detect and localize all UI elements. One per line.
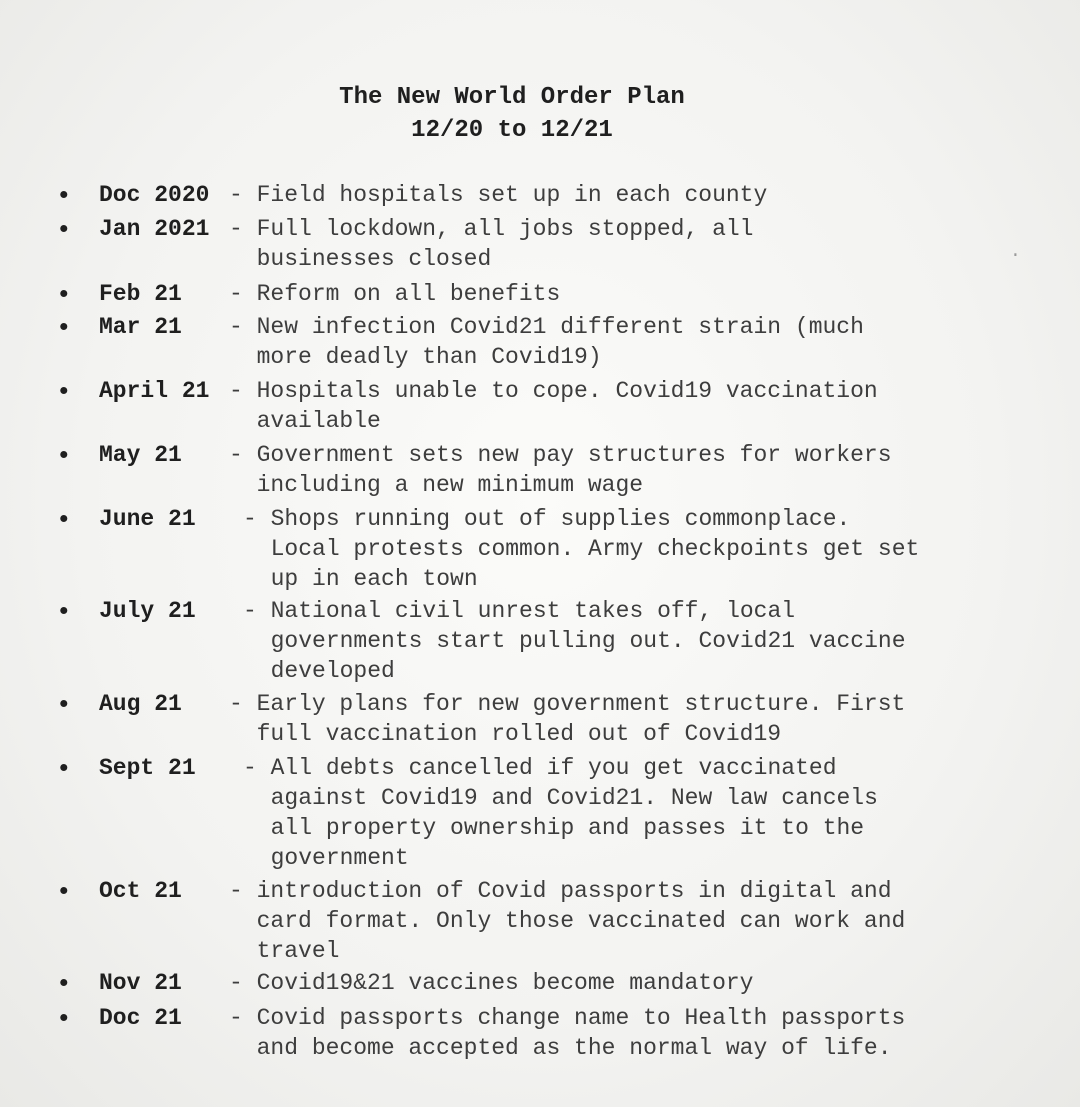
timeline-entry	[0, 180, 1080, 210]
bullet-icon: •	[56, 505, 72, 535]
bullet-icon: •	[56, 754, 72, 784]
timeline-entry	[0, 312, 1080, 372]
entry-date: July 21	[99, 598, 196, 624]
entry-description-line: - New infection Covid21 different strain (much	[229, 314, 864, 340]
entry-description-line: travel	[229, 938, 340, 964]
bullet-icon: •	[56, 1004, 72, 1034]
stray-scan-mark: ·	[1010, 246, 1021, 266]
entry-description-line: - National civil unrest takes off, local	[243, 598, 796, 624]
entry-description-line: Local protests common. Army checkpoints get set	[243, 536, 920, 562]
entry-description-line: governments start pulling out. Covid21 vaccine	[243, 628, 906, 654]
entry-description-line: - Covid passports change name to Health passports	[229, 1005, 906, 1031]
entry-description-line: all property ownership and passes it to the	[243, 815, 865, 841]
bullet-icon: •	[56, 377, 72, 407]
entry-description-line: - Reform on all benefits	[229, 281, 561, 307]
entry-description-line: against Covid19 and Covid21. New law cancels	[243, 785, 878, 811]
entry-description-line: government	[243, 845, 409, 871]
entry-description-line: more deadly than Covid19)	[229, 344, 602, 370]
entry-date: Sept 21	[99, 755, 196, 781]
entry-date: Doc 2020	[99, 182, 210, 208]
bullet-icon: •	[56, 969, 72, 999]
entry-description-line: - Shops running out of supplies commonplace.	[243, 506, 851, 532]
bullet-icon: •	[56, 280, 72, 310]
entry-description-line: including a new minimum wage	[229, 472, 644, 498]
bullet-icon: •	[56, 215, 72, 245]
entry-date: Nov 21	[99, 970, 182, 996]
timeline-entry	[0, 876, 1080, 966]
entry-date: June 21	[99, 506, 196, 532]
timeline-entry	[0, 753, 1080, 873]
entry-date: Doc 21	[99, 1005, 182, 1031]
timeline-entry	[0, 689, 1080, 749]
entry-description-line: full vaccination rolled out of Covid19	[229, 721, 782, 747]
timeline-entry	[0, 214, 1080, 274]
bullet-icon: •	[56, 690, 72, 720]
document-title-block	[0, 81, 1024, 147]
entry-description-line: - Hospitals unable to cope. Covid19 vaccination	[229, 378, 878, 404]
timeline-entry	[0, 440, 1080, 500]
bullet-icon: •	[56, 877, 72, 907]
entry-description-line: - Early plans for new government structure. First	[229, 691, 906, 717]
entry-description-line: and become accepted as the normal way of life.	[229, 1035, 892, 1061]
entry-description-line: businesses closed	[229, 246, 492, 272]
entry-description-line: - Full lockdown, all jobs stopped, all	[229, 216, 754, 242]
entry-date: May 21	[99, 442, 182, 468]
entry-date: Oct 21	[99, 878, 182, 904]
entry-description-line: up in each town	[243, 566, 478, 592]
timeline-entry	[0, 968, 1080, 998]
timeline-entry	[0, 1003, 1080, 1063]
entry-description-line: - Covid19&21 vaccines become mandatory	[229, 970, 754, 996]
entry-description-line: - All debts cancelled if you get vaccinated	[243, 755, 837, 781]
entry-description-line: card format. Only those vaccinated can work and	[229, 908, 906, 934]
entry-date: April 21	[99, 378, 210, 404]
entry-date: Aug 21	[99, 691, 182, 717]
entry-date: Feb 21	[99, 281, 182, 307]
bullet-icon: •	[56, 597, 72, 627]
bullet-icon: •	[56, 313, 72, 343]
timeline-entry	[0, 504, 1080, 594]
entry-description-line: - introduction of Covid passports in digital and	[229, 878, 892, 904]
timeline-entry	[0, 596, 1080, 686]
timeline-entry	[0, 279, 1080, 309]
document-title: The New World Order Plan	[339, 84, 685, 111]
entry-description-line: available	[229, 408, 381, 434]
bullet-icon: •	[56, 181, 72, 211]
entry-date: Jan 2021	[99, 216, 210, 242]
entry-description-line: - Government sets new pay structures for workers	[229, 442, 892, 468]
entry-description-line: developed	[243, 658, 395, 684]
entry-description-line: - Field hospitals set up in each county	[229, 182, 768, 208]
entry-date: Mar 21	[99, 314, 182, 340]
document-subtitle: 12/20 to 12/21	[411, 117, 613, 144]
timeline-entry	[0, 376, 1080, 436]
bullet-icon: •	[56, 441, 72, 471]
